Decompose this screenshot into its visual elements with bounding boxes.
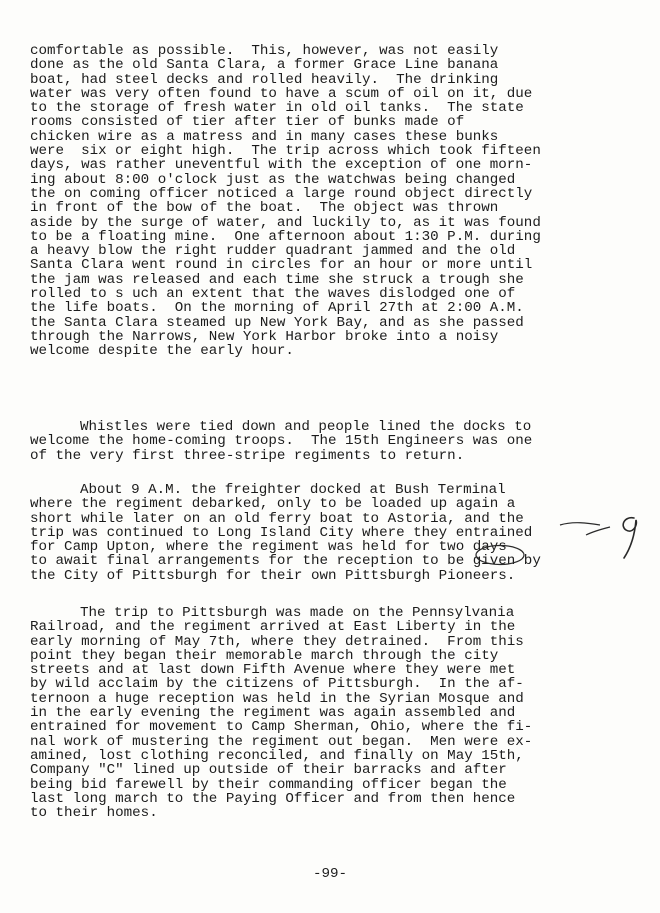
text-line: nal work of mustering the regiment out began. Men were ex- (30, 733, 533, 750)
text-line: to be a floating mine. One afternoon about 1:30 P.M. during (30, 228, 541, 245)
paragraph-4 (30, 606, 620, 820)
text-line: streets and at last down Fifth Avenue where they were met (30, 662, 516, 679)
text-line: the on coming officer noticed a large round object directly (30, 185, 533, 202)
text-line: rooms consisted of tier after tier of bunks made of (30, 114, 465, 131)
text-line: Whistles were tied down and people lined the docks to (80, 419, 532, 435)
text-line: short while later on an old ferry boat to Astoria, and the (30, 510, 524, 527)
text-line: to await final arrangements for the reception to be given by (30, 553, 541, 570)
text-line: where the regiment debarked, only to be loaded up again a (30, 496, 516, 513)
text-line: aside by the surge of water, and luckily to, as it was found (30, 214, 541, 231)
text-line: a heavy blow the right rudder quadrant jammed and the old (30, 243, 516, 260)
text-line: boat, had steel decks and rolled heavily. The drinking (30, 71, 499, 88)
text-line: of the very first three-stripe regiments to return. (30, 447, 465, 464)
text-line: in the early evening the regiment was again assembled and (30, 705, 516, 722)
text-line: for Camp Upton, where the regiment was held for two days (30, 539, 507, 556)
text-line: point they began their memorable march through the city (30, 647, 499, 664)
text-line: ing about 8:00 o'clock just as the watchwas being changed (30, 171, 516, 188)
text-line: done as the old Santa Clara, a former Grace Line banana (30, 57, 499, 74)
text-line: welcome the home-coming troops. The 15th Engineers was one (30, 433, 533, 450)
text-line: Company "C" lined up outside of their barracks and after (30, 762, 507, 779)
page-number: -99- (312, 866, 348, 882)
text-line: to their homes. (30, 805, 158, 822)
text-line: welcome despite the early hour. (30, 343, 294, 360)
text-line: trip was continued to Long Island City where they entrained (30, 524, 533, 541)
text-line: through the Narrows, New York Harbor broke into a noisy (30, 328, 499, 345)
handwritten-nine-icon (612, 512, 648, 562)
text-line: the jam was released and each time she struck a trough she (30, 271, 524, 288)
text-line: were six or eight high. The trip across which took fifteen (30, 143, 541, 160)
pencil-strike-mark (558, 515, 618, 545)
text-line: days, was rather uneventful with the exception of one morn- (30, 157, 533, 174)
text-line: Railroad, and the regiment arrived at East Liberty in the (30, 619, 516, 636)
text-line: rolled to s uch an extent that the waves dislodged one of (30, 286, 516, 303)
paragraph-2 (30, 420, 620, 463)
text-line: water was very often found to have a scum of oil on it, due (30, 85, 533, 102)
paragraph-1 (30, 44, 620, 359)
text-line: comfortable as possible. This, however, was not easily (30, 43, 499, 59)
text-line: amined, lost clothing reconciled, and finally on May 15th, (30, 747, 524, 764)
text-line: the City of Pittsburgh for their own Pittsburgh Pioneers. (30, 567, 516, 584)
margin-annotation (612, 512, 648, 562)
pencil-circle-mark (474, 544, 526, 566)
text-line: early morning of May 7th, where they detrained. From this (30, 633, 524, 650)
text-line: by wild acclaim by the citizens of Pittsburgh. In the af- (30, 676, 524, 693)
text-line: the life boats. On the morning of April 27th at 2:00 A.M. (30, 300, 524, 317)
text-line: chicken wire as a matress and in many cases these bunks (30, 128, 499, 145)
text-line: entrained for movement to Camp Sherman, Ohio, where the fi- (30, 719, 533, 736)
text-line: ternoon a huge reception was held in the Syrian Mosque and (30, 690, 524, 707)
text-line: Santa Clara went round in circles for an hour or more until (30, 257, 533, 274)
text-line: The trip to Pittsburgh was made on the Pennsylvania (80, 605, 515, 621)
text-line: to the storage of fresh water in old oil tanks. The state (30, 100, 524, 117)
text-line: About 9 A.M. the freighter docked at Bush Terminal (80, 482, 506, 498)
paragraph-3 (30, 483, 620, 583)
text-line: being bid farewell by their commanding officer began the (30, 776, 507, 793)
text-line: last long march to the Paying Officer and from then hence (30, 790, 516, 807)
text-line: the Santa Clara steamed up New York Bay, and as she passed (30, 314, 524, 331)
text-line: in front of the bow of the boat. The object was thrown (30, 200, 499, 217)
